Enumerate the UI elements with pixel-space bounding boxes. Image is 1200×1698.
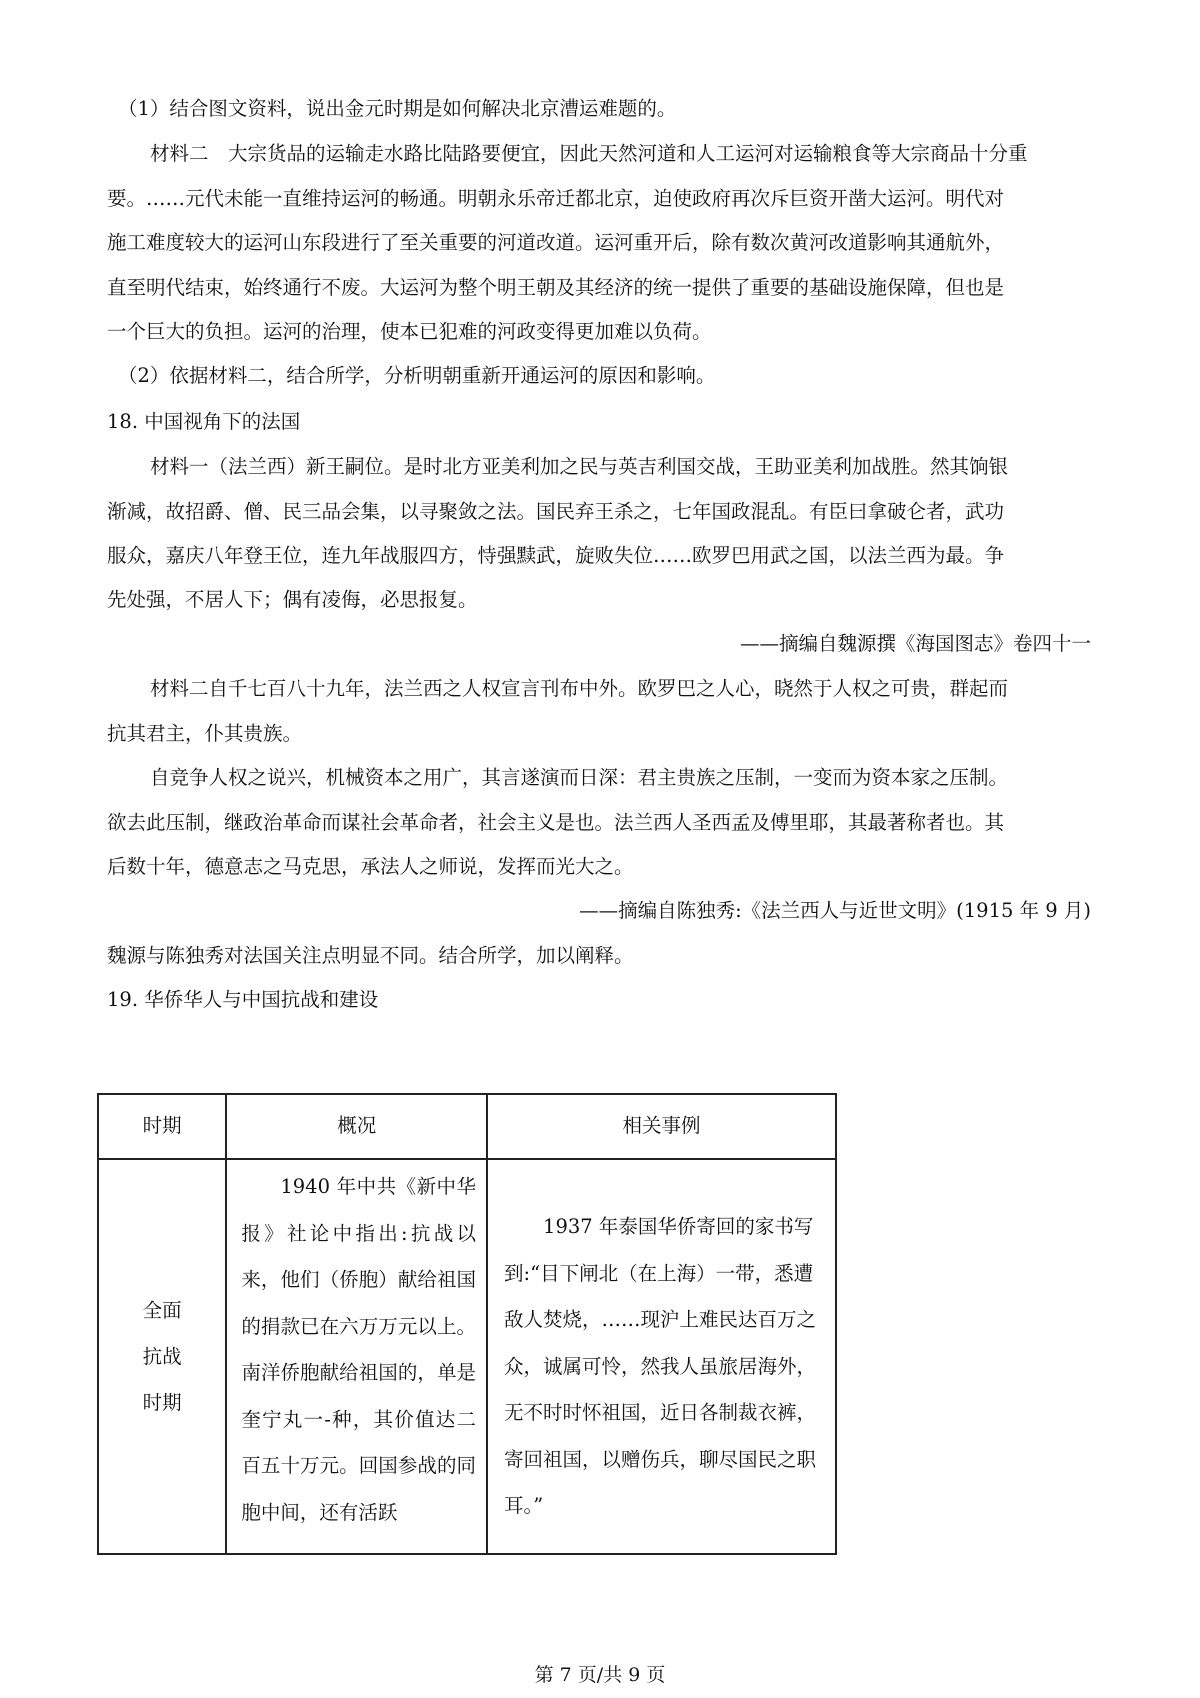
paragraph-line: 直至明代结束，始终通行不废。大运河为整个明王朝及其经济的统一提供了重要的基础设施保障，但也是 <box>107 276 1005 299</box>
period-text: 全面抗战时期 <box>142 1298 182 1414</box>
paragraph-line: 抗其君主，仆其贵族。 <box>107 722 303 745</box>
table-header-row <box>98 1094 836 1159</box>
paragraph-line: 欲去此压制，继政治革命而谋社会革命者，社会主义是也。法兰西人圣西孟及傅里耶，其最著称者也。其 <box>107 811 1005 834</box>
table-header-example: 相关事例 <box>487 1094 836 1159</box>
paragraph-line: 服众，嘉庆八年登王位，连九年战服四方，恃强黩武，旋败失位……欧罗巴用武之国，以法兰西为最。争 <box>107 544 1005 567</box>
table-header-period: 时期 <box>98 1094 226 1159</box>
overview-text: 1940 年中共《新中华报》社论中指出:抗战以来，他们（侨胞）献给祖国的捐款已在六万万元以上。南洋侨胞献给祖国的，单是奎宁丸一-种，其价值达二百五十万元。回国参战的同胞中间，还有活跃 <box>241 1175 477 1524</box>
q19-table <box>97 1093 837 1555</box>
q19-title: 19. 华侨华人与中国抗战和建设 <box>107 988 379 1011</box>
paragraph-line: 渐减，故招爵、僧、民三品会集，以寻聚敛之法。国民弃王杀之，七年国政混乱。有臣曰拿破仑者，武功 <box>107 500 1005 523</box>
paragraph-line: 材料一（法兰西）新王嗣位。是时北方亚美利加之民与英吉利国交战，王助亚美利加战胜。然其饷银 <box>150 455 1009 478</box>
table-cell-overview <box>226 1159 487 1554</box>
paragraph-line: 后数十年，德意志之马克思，承法人之师说，发挥而光大之。 <box>107 855 634 878</box>
q18-title: 18. 中国视角下的法国 <box>107 410 301 433</box>
paragraph-line: 材料二 大宗货品的运输走水路比陆路要便宜，因此天然河道和人工运河对运输粮食等大宗商品十分重 <box>150 142 1028 165</box>
table-header-overview: 概况 <box>226 1094 487 1159</box>
paragraph-line: 材料二自千七百八十九年，法兰西之人权宣言刊布中外。欧罗巴之人心，晓然于人权之可贵，群起而 <box>150 677 1009 700</box>
table-cell-period <box>98 1159 226 1554</box>
q18-source1: ——摘编自魏源撰《海国图志》卷四十一 <box>739 632 1091 655</box>
paragraph-line: 要。……元代未能一直维持运河的畅通。明朝永乐帝迁都北京，迫使政府再次斥巨资开凿大运河。明代对 <box>107 187 1005 210</box>
q17-part1: （1）结合图文资料，说出金元时期是如何解决北京漕运难题的。 <box>118 97 677 120</box>
paragraph-line: 一个巨大的负担。运河的治理，使本已犯难的河政变得更加难以负荷。 <box>107 320 712 343</box>
table-cell-example <box>487 1159 836 1554</box>
q17-part2: （2）依据材料二，结合所学，分析明朝重新开通运河的原因和影响。 <box>118 364 716 387</box>
paragraph-line: 自竞争人权之说兴，机械资本之用广，其言遂演而日深：君主贵族之压制，一变而为资本家之压制。 <box>150 766 1009 789</box>
paragraph-line: 施工难度较大的运河山东段进行了至关重要的河道改道。运河重开后，除有数次黄河改道影响其通航外， <box>107 231 1005 254</box>
table-row <box>98 1159 836 1554</box>
q18-source2: ——摘编自陈独秀:《法兰西人与近世文明》(1915 年 9 月) <box>579 899 1091 922</box>
paragraph-line: 先处强，不居人下；偶有凌侮，必思报复。 <box>107 588 478 611</box>
example-text: 1937 年泰国华侨寄回的家书写到:“目下闸北（在上海）一带，悉遭敌人焚烧，……现沪上难民达百万之众，诚属可怜，然我人虽旅居海外，无不时时怀祖国，近日各制裁衣裤，寄回祖国，以赠伤兵，聊尽国民之职耳。” <box>504 1215 817 1517</box>
page-footer: 第 7 页/共 9 页 <box>534 1664 666 1686</box>
q18-question: 魏源与陈独秀对法国关注点明显不同。结合所学，加以阐释。 <box>107 944 634 967</box>
